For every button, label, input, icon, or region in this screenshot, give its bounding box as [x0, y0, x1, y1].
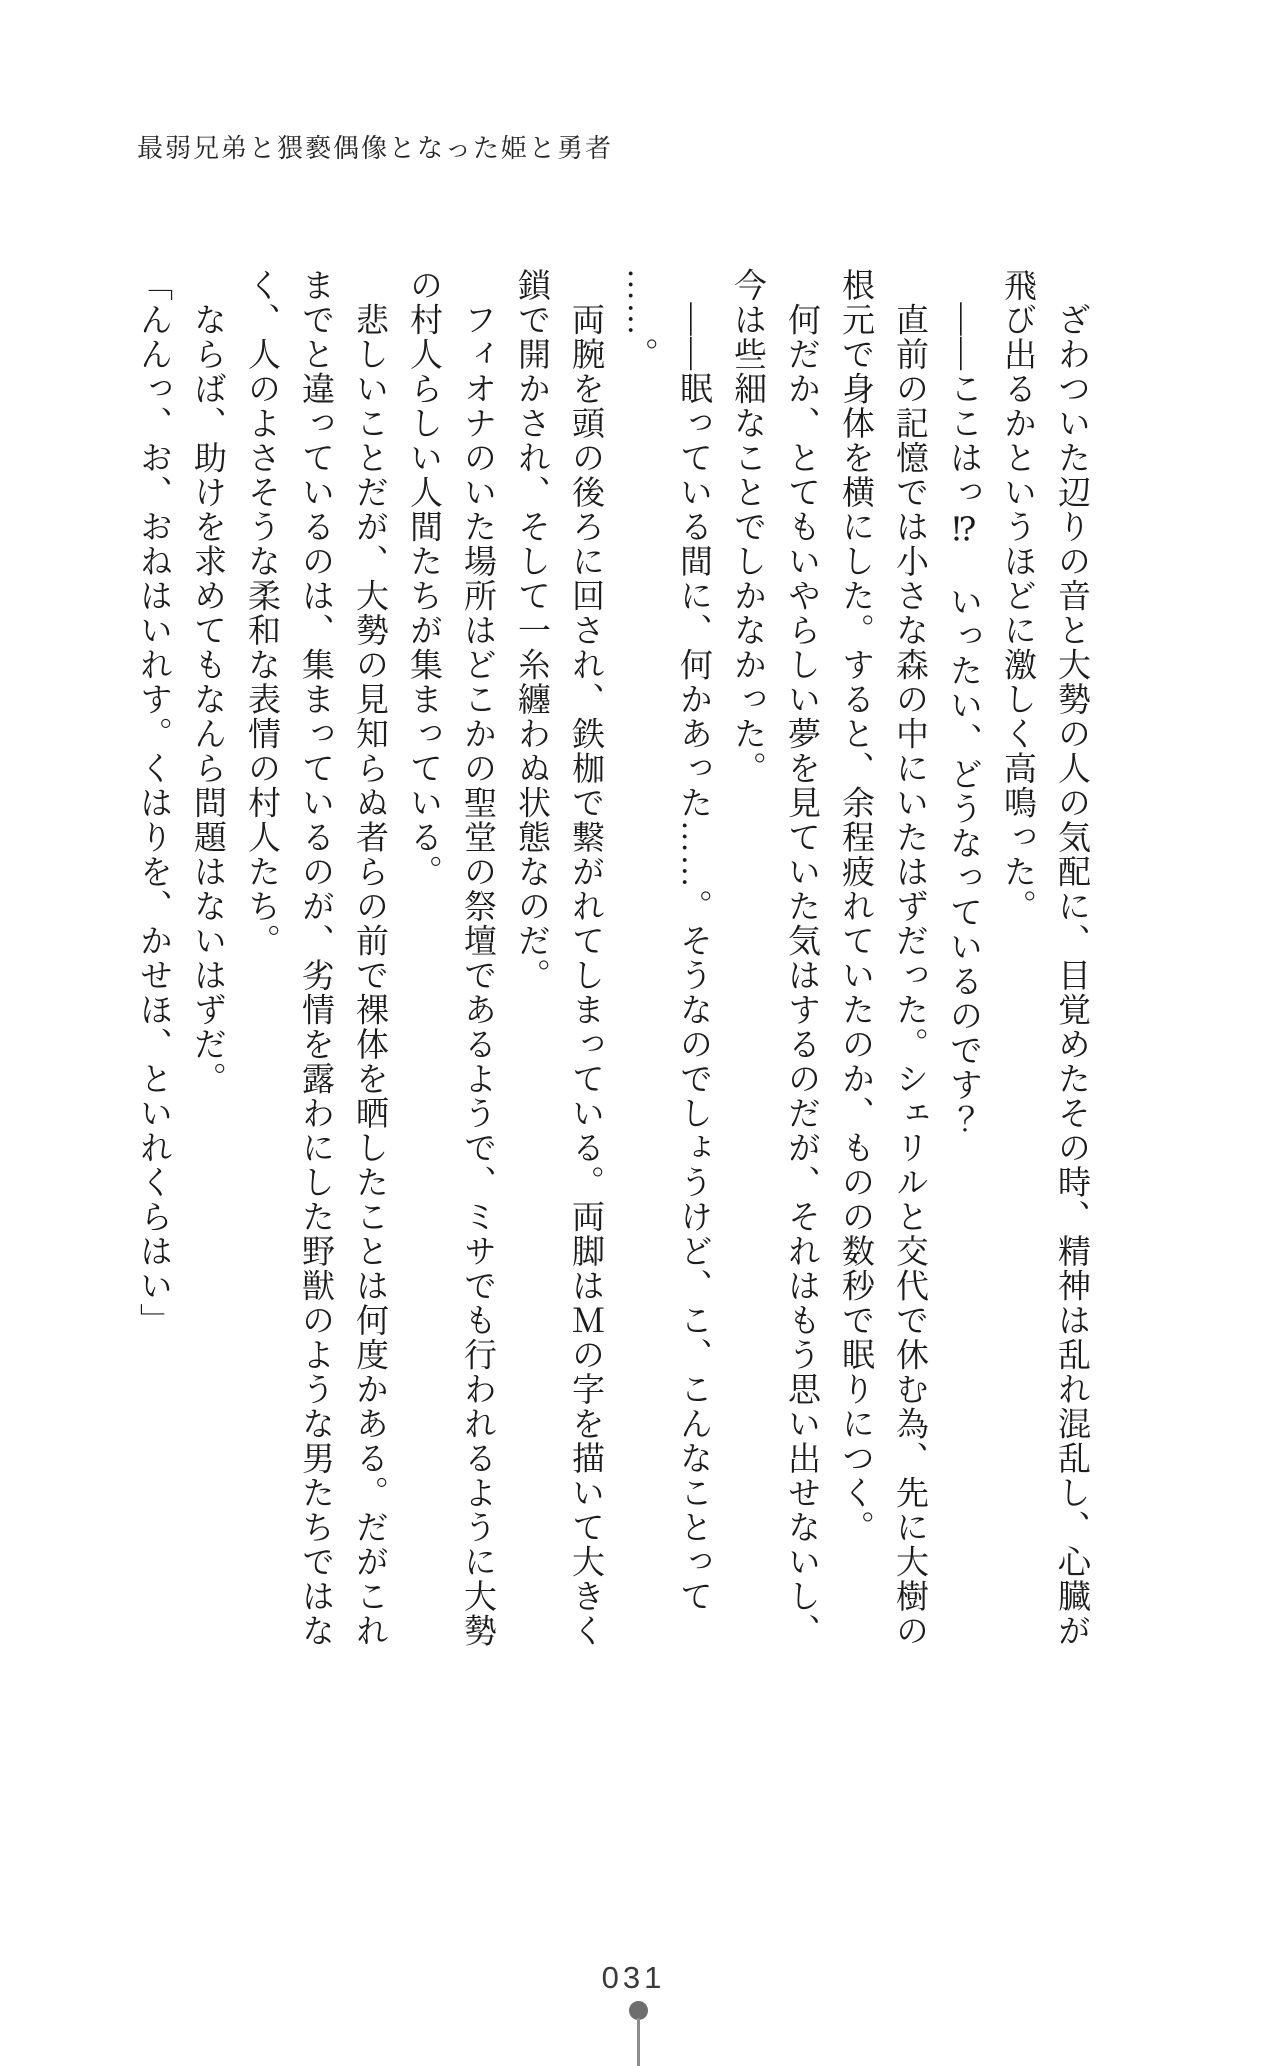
text-column: 悲しいことだが、大勢の見知らぬ者らの前で裸体を晒したことは何度かある。だがこれ — [351, 268, 387, 1648]
text-column: 直前の記憶では小さな森の中にいたはずだった。シェリルと交代で休む為、先に大樹の — [891, 268, 927, 1648]
text-column: 飛び出るかというほどに激しく高鳴った。 — [999, 268, 1035, 924]
text-column: 何だか、とてもいやらしい夢を見ていた気はするのだが、それはもう思い出せないし、 — [783, 268, 819, 1648]
text-column: ……。 — [621, 268, 657, 372]
text-column: 根元で身体を横にした。すると、余程疲れていたのか、ものの数秒で眠りにつく。 — [837, 268, 873, 1545]
running-header-title: 最弱兄弟と猥褻偶像となった姫と勇者 — [137, 134, 614, 163]
text-column: ざわついた辺りの音と大勢の人の気配に、目覚めたその時、精神は乱れ混乱し、心臓が — [1053, 268, 1089, 1648]
text-column: く、人のよさそうな柔和な表情の村人たち。 — [243, 268, 279, 958]
body-text — [126, 268, 1098, 1668]
page-number: 031 — [601, 1960, 666, 1995]
text-column: フィオナのいた場所はどこかの聖堂の祭壇であるようで、ミサでも行われるように大勢 — [459, 268, 495, 1648]
text-column: ならば、助けを求めてもなんら問題はないはずだ。 — [189, 268, 225, 1096]
text-column: の村人らしい人間たちが集まっている。 — [405, 268, 441, 889]
text-column: ――眠っている間に、何かあった……。そうなのでしょうけど、こ、こんなことって — [675, 268, 711, 1614]
text-column: ――ここはっ⁉ いったい、どうなっているのです？ — [945, 268, 981, 1137]
text-column: までと違っているのは、集まっているのが、劣情を露わにした野獣のような男たちではな — [297, 268, 333, 1648]
text-column: 今は些細なことでしかなかった。 — [729, 268, 765, 786]
text-column: 鎖で開かされ、そして一糸纏わぬ状態なのだ。 — [513, 268, 549, 993]
text-column: 「んんっ、お、おねはいれす。くはりを、かせほ、といれくらはい」 — [135, 268, 171, 1338]
page-marker-line — [637, 2018, 640, 2066]
text-column: 両腕を頭の後ろに回され、鉄枷で繋がれてしまっている。両脚はＭの字を描いて大きく — [567, 268, 603, 1648]
